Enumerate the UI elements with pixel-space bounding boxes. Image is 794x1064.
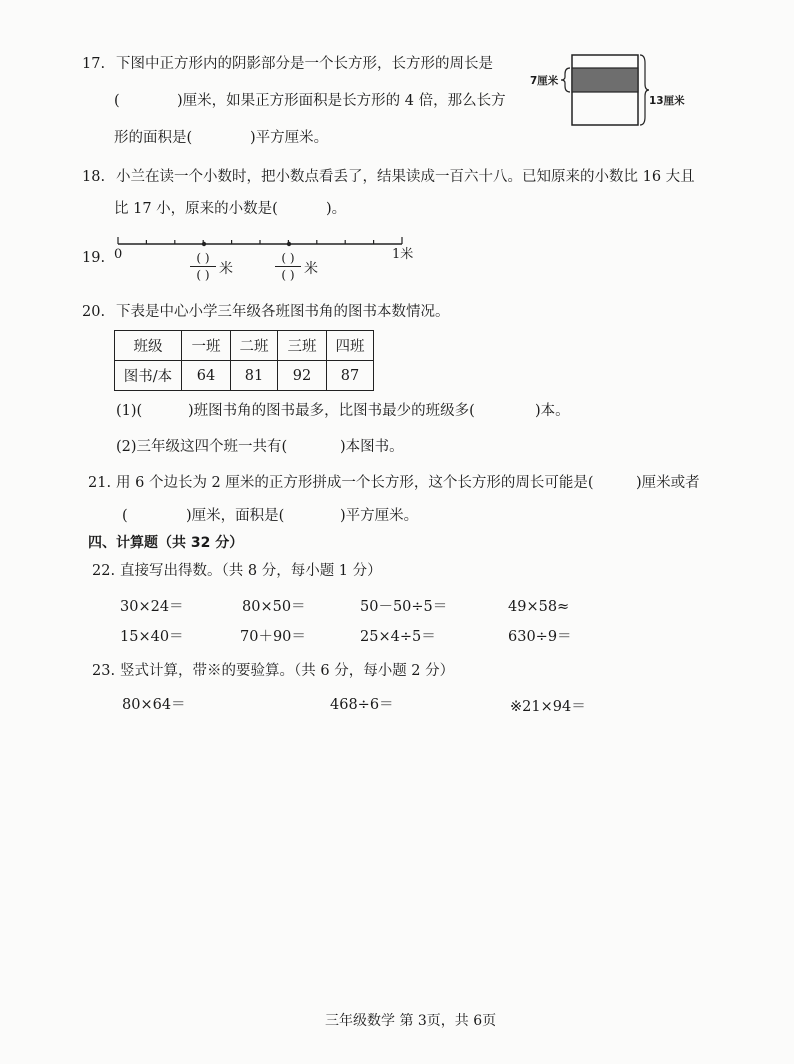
q21-line1-close: )厘米或者 [636, 475, 700, 491]
q21-number: 21. [88, 475, 112, 491]
q18-number: 18. [82, 169, 106, 185]
q22-problem: 80×50＝ [242, 599, 306, 615]
section-4-title: 四、计算题（共 32 分） [88, 535, 244, 551]
table-cell: 64 [182, 361, 231, 391]
q19-start-label: 0 [114, 247, 123, 262]
q22-title: 直接写出得数。（共 8 分，每小题 1 分） [120, 563, 382, 579]
table-cell: 二班 [231, 331, 278, 361]
q22-problem: 15×40＝ [120, 629, 184, 645]
table-cell: 图书/本 [115, 361, 182, 391]
q20-sub1-open: (1)( [116, 403, 143, 419]
q22-problem: 49×58≈ [508, 599, 570, 615]
q17-line2-open: ( [114, 93, 120, 109]
table-cell: 81 [231, 361, 278, 391]
q19-fraction-1-bottom: ( ) [196, 268, 210, 282]
q17-line3-close: )平方厘米。 [250, 130, 329, 146]
q20-sub2-close: )本图书。 [340, 439, 404, 455]
q19-number: 19. [82, 250, 106, 266]
q23-problem: 468÷6＝ [330, 697, 394, 713]
q17-shaded-rectangle [572, 68, 638, 92]
q23-problem: ※21×94＝ [510, 699, 586, 715]
q19-point-1 [202, 242, 206, 246]
table-row [115, 361, 374, 391]
table-cell: 92 [278, 361, 327, 391]
q23-number: 23. [92, 663, 116, 679]
q22-problem: 50－50÷5＝ [360, 599, 448, 615]
q17-number: 17. [82, 56, 106, 72]
q23-problem: 80×64＝ [122, 697, 186, 713]
q22-problem: 630÷9＝ [508, 629, 572, 645]
q22-number: 22. [92, 563, 116, 579]
q19-fraction-1 [190, 252, 216, 281]
q21-line2-close: )平方厘米。 [340, 508, 419, 524]
q19-fraction-2-bottom: ( ) [281, 268, 295, 282]
q17-long-brace [640, 55, 649, 125]
q20-book-table [114, 330, 374, 391]
q19-fraction-2 [275, 252, 301, 281]
q22-problem: 30×24＝ [120, 599, 184, 615]
q17-line2-text: )厘米，如果正方形面积是长方形的 4 倍，那么长方 [177, 93, 506, 109]
q20-sub2-text: (2)三年级这四个班一共有( [116, 439, 288, 455]
q20-number: 20. [82, 304, 106, 320]
q21-line1-text: 用 6 个边长为 2 厘米的正方形拼成一个长方形，这个长方形的周长可能是( [116, 475, 594, 491]
q21-line2-open: ( [122, 508, 128, 524]
table-header-row [115, 331, 374, 361]
q19-fraction-1-unit: 米 [219, 261, 233, 277]
table-cell: 87 [327, 361, 374, 391]
q17-line1: 下图中正方形内的阴影部分是一个长方形，长方形的周长是 [116, 56, 493, 72]
q19-fraction-2-top: ( ) [281, 251, 295, 265]
q22-problem: 70＋90＝ [240, 629, 306, 645]
q19-number-line [112, 234, 412, 254]
q19-point-2 [287, 242, 291, 246]
q19-fraction-2-unit: 米 [304, 261, 318, 277]
table-cell: 三班 [278, 331, 327, 361]
q19-fraction-1-top: ( ) [196, 251, 210, 265]
q20-sub1-text: )班图书角的图书最多，比图书最少的班级多( [188, 403, 475, 419]
q17-long-label: 13厘米 [649, 95, 685, 107]
q17-square-figure [528, 50, 688, 132]
q17-short-label: 7厘米 [530, 75, 559, 87]
q17-line3-text: 形的面积是( [114, 130, 193, 146]
q20-intro: 下表是中心小学三年级各班图书角的图书本数情况。 [116, 304, 450, 320]
q22-problem: 25×4÷5＝ [360, 629, 436, 645]
table-cell: 一班 [182, 331, 231, 361]
table-cell: 四班 [327, 331, 374, 361]
q18-line1: 小兰在读一个小数时，把小数点看丢了，结果读成一百六十八。已知原来的小数比 16 大且 [116, 169, 695, 185]
table-cell: 班级 [115, 331, 182, 361]
q17-short-brace [561, 68, 570, 92]
q19-end-label: 1米 [392, 247, 414, 262]
q18-line2-text: 比 17 小，原来的小数是( [114, 201, 278, 217]
q18-line2-close: )。 [326, 201, 347, 217]
page-footer: 三年级数学 第 3页，共 6页 [325, 1013, 497, 1029]
q23-title: 竖式计算，带※的要验算。（共 6 分，每小题 2 分） [120, 663, 455, 679]
q20-sub1-close: )本。 [535, 403, 570, 419]
q21-line2-text: )厘米，面积是( [186, 508, 285, 524]
